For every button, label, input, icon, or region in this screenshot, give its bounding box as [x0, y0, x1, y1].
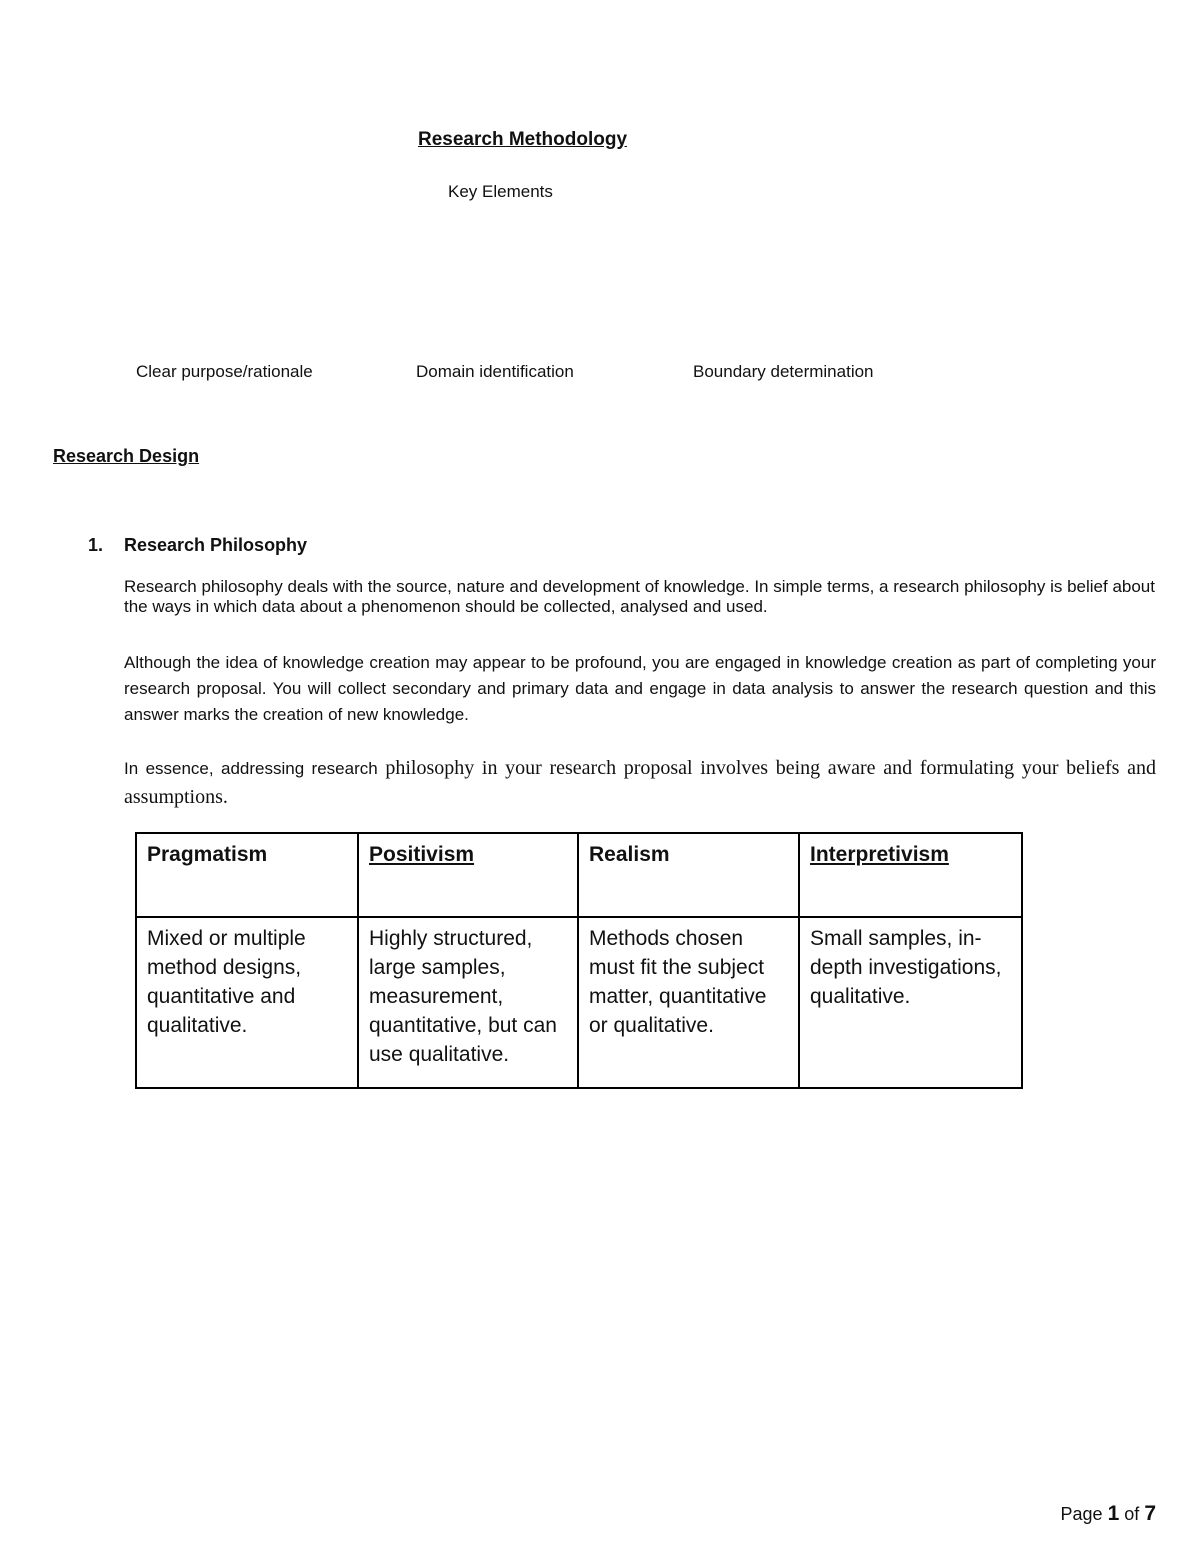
cell-pragmatism-description: Mixed or multiple method designs, quantitative and qualitative. — [136, 917, 358, 1088]
cell-interpretivism-description: Small samples, in-depth investigations, qualitative. — [799, 917, 1022, 1088]
section-heading-research-design: Research Design — [53, 446, 200, 466]
paragraph-essence-rest: philosophy in your research proposal involves being aware and formulating your beliefs and assumptions. — [124, 757, 1156, 808]
table-header-row — [136, 833, 1022, 917]
page-number — [1061, 1502, 1156, 1526]
table-header-cell — [136, 833, 358, 917]
cell-positivism-description: Highly structured, large samples, measurement, quantitative, but can use qualitative. — [358, 917, 578, 1088]
key-element-domain: Domain identification — [416, 362, 574, 381]
subsection-heading-research-philosophy: Research Philosophy — [124, 535, 308, 555]
header-positivism: Positivism — [369, 843, 475, 866]
paragraph-essence — [124, 754, 1156, 811]
header-realism: Realism — [589, 843, 670, 866]
page-current: 1 — [1107, 1502, 1120, 1525]
page-total: 7 — [1144, 1502, 1156, 1525]
list-number: 1. — [88, 535, 104, 555]
document-subtitle: Key Elements — [448, 182, 553, 201]
page-of: of — [1124, 1504, 1140, 1524]
key-element-boundary: Boundary determination — [693, 362, 874, 381]
philosophy-table — [135, 832, 1023, 1089]
header-pragmatism: Pragmatism — [147, 843, 268, 866]
table-header-cell — [799, 833, 1022, 917]
document-title: Research Methodology — [418, 129, 628, 150]
cell-realism-description: Methods chosen must fit the subject matter, quantitative or qualitative. — [578, 917, 799, 1088]
table-header-cell — [358, 833, 578, 917]
paragraph-philosophy-definition: Research philosophy deals with the source, nature and development of knowledge. In simple terms, a research philosophy is belief about the ways in which data about a phenomenon should be collected, analysed and used. — [124, 577, 1155, 616]
paragraph-essence-lead: In essence, addressing research — [124, 759, 378, 778]
table-header-cell — [578, 833, 799, 917]
key-element-purpose: Clear purpose/rationale — [136, 362, 313, 381]
page-label: Page — [1060, 1504, 1103, 1524]
table-row — [136, 917, 1022, 1088]
header-interpretivism: Interpretivism — [810, 843, 949, 866]
paragraph-knowledge-creation: Although the idea of knowledge creation may appear to be profound, you are engaged in knowledge creation as part of completing your research proposal. You will collect secondary and primary data and engage in data analysis to answer the research question and this answer marks the creation of new knowledge. — [124, 653, 1156, 724]
